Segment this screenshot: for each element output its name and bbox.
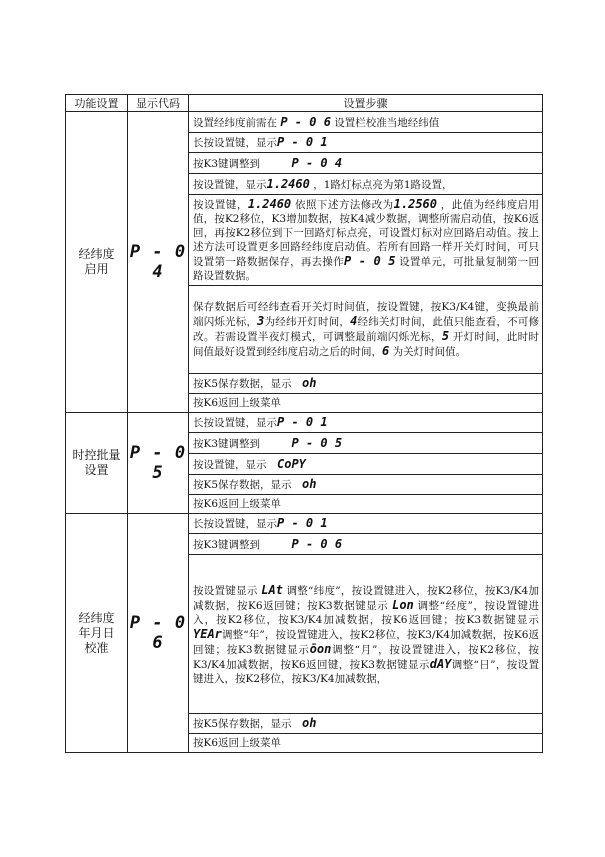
step-text: 按设置键， [193,199,248,211]
step-text: 按设置键显示 [193,584,262,597]
step-cell [189,153,543,174]
step-text: 按K6返回上级菜单 [193,737,282,749]
step-text: 保存数据后可经纬查看开关灯时间值，按设置键，按K3/K4键，变换最前端闪烁光标， [193,301,539,328]
step-text: 长按设置键，显示 [193,137,277,149]
step-text: 开灯时间，此时时间值最好设置到经纬度启动之后的时间， [193,331,540,358]
header-function: 功能设置 [66,95,128,112]
function-label-line: 时控批量 [72,448,121,462]
segment-display-text: 1.2460 [247,197,292,211]
step-cell [189,475,543,495]
display-code: P - 0 4 [129,242,187,282]
settings-table [65,94,543,753]
function-label-line: 经纬度 [78,247,115,261]
step-text: 设置经纬度前需在 [193,116,281,129]
step-cell [189,286,543,374]
segment-display-text: oh [302,376,317,390]
function-label-line: 设置 [84,463,109,477]
step-text: 按K6返回上级菜单 [193,498,282,510]
step-cell [189,133,543,153]
function-label-line: 年月日 [78,625,115,640]
segment-display-text: P - 0 6 [291,536,343,551]
display-code: P - 0 6 [129,613,187,653]
section-batch-copy-function [66,413,128,514]
step-text: 按设置键，显示 [193,178,267,191]
step-text: 调整“日”，按设置键进入，按K2移位，按K3/K4加减数据， [193,658,539,685]
step-text: 按K5保存数据，显示 [193,378,303,390]
step-text: 调整“纬度”，按设置键进入，按K2移位，按K3/K4加减数据，按K6返回键；按K3数据键显示 [193,584,539,612]
step-text: ，1路灯标点亮为第1路设置， [309,178,453,191]
step-text: 经纬关灯时间，此值只能查看，不可修改。若需设置半夜灯模式，可调整最前端闪烁光标， [193,316,540,343]
step-cell [189,195,543,286]
segment-display-text: dAY [429,656,452,671]
step-text: 依照下述方法修改为 [291,199,394,211]
segment-display-text: P - 0 1 [277,516,328,530]
segment-display-text: YEAr [193,626,222,641]
function-label-line: 经纬度 [78,610,115,625]
step-cell [189,374,543,394]
step-cell [189,734,543,753]
segment-display-text: ōon [309,641,332,656]
section-date-calibrate-code [128,514,189,753]
section-latlon-enable-function [66,112,128,413]
step-text: 按K6返回上级菜单 [193,397,282,409]
step-text: 按K5保存数据，显示 [193,718,303,730]
header-code: 显示代码 [128,95,189,112]
step-text: 设置栏校准当地经纬值 [330,116,440,129]
step-text: 长按设置键，显示 [193,417,277,429]
table-row [66,413,543,433]
step-text: 长按设置键，显示 [193,518,277,530]
step-cell [189,174,543,195]
step-cell [189,495,543,514]
section-batch-copy-code [128,413,189,514]
function-label-line: 校准 [84,640,109,655]
step-cell [189,534,543,555]
segment-display-text: LAt [261,582,283,597]
step-text: 调整“经度”，按设置键进入，按K2移位，按K3/K4加减数据，按K6返回键；按K3数据键显示 [193,599,539,626]
segment-display-text: CoPY [277,456,306,471]
segment-display-text: P - 0 1 [277,135,328,149]
step-cell [189,714,543,734]
step-text: ，此值为经纬度启用值，按K2移位，K3增加数据，按K4减少数据，调整所需启动值，按K6返回，再按K2移位到下一回路灯标点亮，可设置灯标对应回路启动值。按上述方法可设置更多回路经纬度启动值。若所有回路一样开关灯时间，可只设置第一路数据保存，再去操作 [193,199,539,268]
step-text: 按K5保存数据，显示 [193,479,303,491]
section-date-calibrate-function [66,514,128,753]
step-cell [189,112,543,133]
step-cell [189,433,543,454]
section-latlon-enable-code [128,112,189,413]
step-text: 调整“年”，按设置键进入，按K2移位，按K3/K4加减数据，按K6返回键；按K3数据键显示 [193,628,539,656]
step-text: 按设置键，显示 [193,458,277,471]
segment-display-text: P - 0 5 [344,254,396,268]
function-label-line: 启用 [84,262,109,276]
segment-display-text: oh [302,716,317,730]
step-text: 按K3键调整到 [193,538,292,551]
step-text: 为经纬开灯时间， [264,316,351,328]
header-steps: 设置步骤 [189,95,543,112]
step-text: 设置单元，可批量复制第一回路设置数据。 [193,256,540,282]
table-row [66,112,543,133]
step-cell [189,454,543,475]
step-cell [189,394,543,413]
segment-display-text: 1.2460 [266,176,310,191]
step-cell [189,413,543,433]
segment-display-text: Lon [392,597,414,612]
segment-display-text: P - 0 5 [291,435,343,450]
header-row [66,95,543,112]
step-text: 调整“月”，按设置键进入，按K2移位，按K3/K4加减数据，按K6返回键，按K3数据键显示 [193,643,539,671]
segment-display-text: oh [302,477,317,491]
step-text: 按K3键调整到 [193,157,292,170]
segment-display-text: P - 0 4 [291,155,343,170]
step-cell [189,555,543,714]
step-text: 按K3键调整到 [193,437,292,450]
segment-display-text: 5 [441,329,450,343]
segment-display-text: 3 [257,314,265,328]
table-row [66,514,543,534]
segment-display-text: 4 [350,314,358,328]
step-text: 为关灯时间值。 [389,346,467,358]
step-cell [189,514,543,534]
segment-display-text: 6 [382,344,390,358]
segment-display-text: P - 0 1 [277,415,328,429]
segment-display-text: 1.2560 [393,197,437,211]
segment-display-text: P - 0 6 [280,114,331,129]
display-code: P - 0 5 [129,443,187,483]
